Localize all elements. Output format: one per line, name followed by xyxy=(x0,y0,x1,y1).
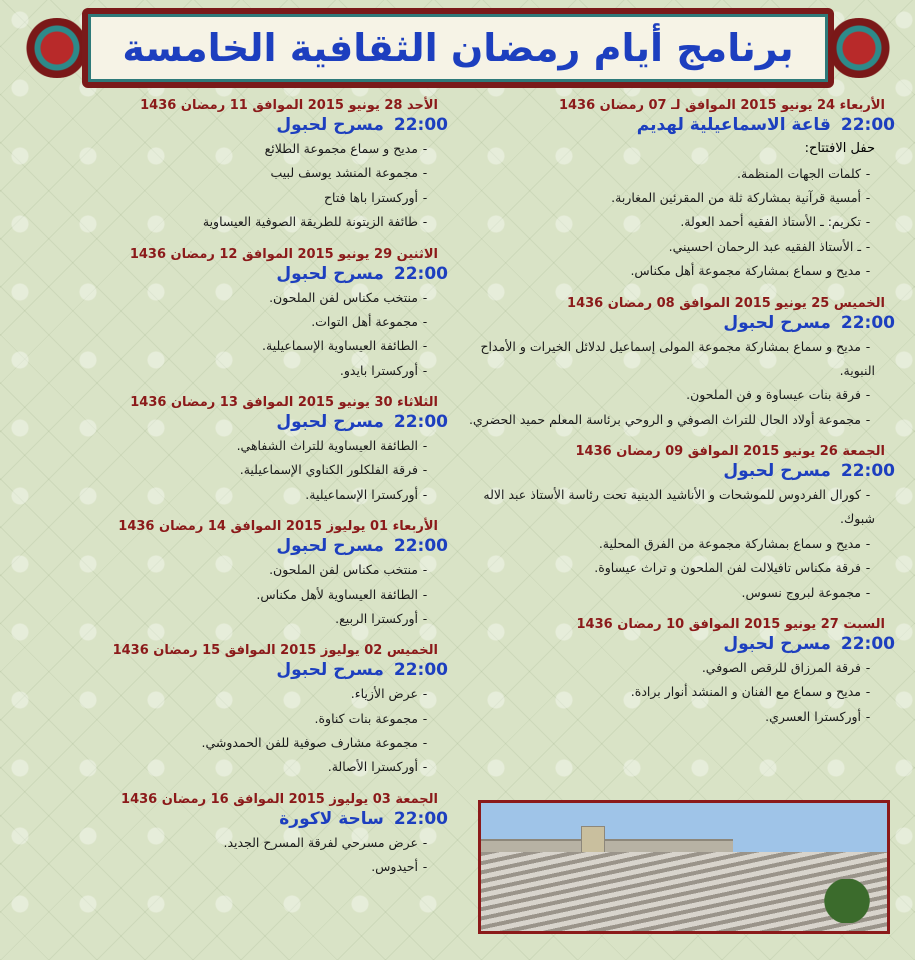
day-heading: الجمعة 03 يوليوز 2015 الموافق 16 رمضان 1436 xyxy=(121,791,438,807)
venue-name: مسرح لحبول xyxy=(276,660,384,681)
title-banner xyxy=(22,8,894,88)
bullet-icon: - xyxy=(422,610,428,626)
venue-name: مسرح لحبول xyxy=(723,312,831,333)
venue-line xyxy=(68,809,448,829)
program-item xyxy=(465,556,895,580)
program-item xyxy=(68,755,448,779)
bullet-icon: - xyxy=(422,462,428,478)
event-time: 22:00 xyxy=(840,312,895,333)
program-item xyxy=(465,680,895,704)
program-item xyxy=(68,483,448,507)
program-item-text: فرقة بنات عيساوة و فن الملحون. xyxy=(686,387,861,403)
photo-tree xyxy=(817,879,877,923)
bullet-icon: - xyxy=(422,834,428,850)
program-item xyxy=(465,705,895,729)
event-time: 22:00 xyxy=(393,412,448,432)
program-item-text: مديح و سماع مجموعة الطلائع xyxy=(264,141,418,156)
program-item-text: مديح و سماع بمشاركة مجموعة المولى إسماعيل لدلائل الخيرات و الأمداح النبوية. xyxy=(480,338,875,378)
program-item-text: أوركسترا بايدو. xyxy=(339,362,418,378)
program-item xyxy=(68,434,448,458)
venue-line xyxy=(465,115,895,135)
program-item xyxy=(465,483,895,532)
program-item xyxy=(68,682,448,706)
bullet-icon: - xyxy=(865,238,871,254)
program-item-text: تكريم: ـ الأستاذ الفقيه أحمد العولة. xyxy=(680,214,861,230)
program-item-text: مديح و سماع بمشاركة مجموعة من الفرق المحلية. xyxy=(598,535,861,551)
program-item xyxy=(68,334,448,358)
program-item xyxy=(465,235,895,259)
bullet-icon: - xyxy=(865,338,871,354)
program-item-text: مجموعة لبروج نسوس. xyxy=(741,584,861,600)
day-heading: الخميس 25 يونيو 2015 الموافق 08 رمضان 1436 xyxy=(567,295,885,311)
bullet-icon: - xyxy=(865,487,871,503)
bullet-icon: - xyxy=(422,735,428,750)
program-item-text: مديح و سماع مع الفنان و المنشد أنوار برادة. xyxy=(630,684,861,700)
program-item-text: طائفة الزيتونة للطريقة الصوفية العيساوية xyxy=(202,214,418,230)
program-item xyxy=(68,831,448,855)
ornament-right xyxy=(824,18,894,78)
program-item xyxy=(68,161,448,185)
bullet-icon: - xyxy=(422,686,428,702)
venue-line xyxy=(68,536,448,556)
venue-line xyxy=(68,115,448,135)
bullet-icon: - xyxy=(422,438,428,453)
program-item xyxy=(68,558,448,582)
day-block xyxy=(465,444,895,605)
program-item xyxy=(68,607,448,631)
program-item-text: ـ الأستاذ الفقيه عبد الرحمان احسيني. xyxy=(668,238,861,254)
day-heading: الأحد 28 يونيو 2015 الموافق 11 رمضان 1436 xyxy=(140,98,438,113)
program-item-text: مجموعة المنشد يوسف لبيب xyxy=(270,165,418,181)
program-item xyxy=(465,162,895,186)
bullet-icon: - xyxy=(422,289,428,305)
bullet-icon: - xyxy=(865,708,871,724)
day-heading: الثلاثاء 30 يونيو 2015 الموافق 13 رمضان 1436 xyxy=(130,395,438,410)
venue-name: مسرح لحبول xyxy=(276,412,384,432)
bullet-icon: - xyxy=(422,710,428,726)
program-item-text: أوركسترا الأصالة. xyxy=(327,759,418,775)
program-item-text: مجموعة أهل التوات. xyxy=(311,313,418,329)
bullet-icon: - xyxy=(865,560,871,576)
program-item-text: كورال الفردوس للموشحات و الأناشيد الدينية تحت رئاسة الأستاذ عبد الاله شبوك. xyxy=(483,487,875,527)
venue-line xyxy=(68,660,448,680)
program-item-text: أوركسترا العسري. xyxy=(765,708,861,724)
day-block xyxy=(68,395,448,507)
program-item xyxy=(68,731,448,755)
day-block xyxy=(465,296,895,433)
bullet-icon: - xyxy=(865,165,871,181)
program-item-text: فرقة الفلكلور الكناوي الإسماعيلية. xyxy=(239,462,418,478)
venue-line xyxy=(465,634,895,654)
day-intro: حفل الافتتاح: xyxy=(804,141,875,156)
program-item-text: أمسية قرآنية بمشاركة ثلة من المقرئين المغاربة. xyxy=(611,190,861,206)
bullet-icon: - xyxy=(422,214,428,230)
venue-line xyxy=(465,313,895,333)
program-item-text: أوركسترا الربيع. xyxy=(335,610,418,626)
day-heading: الاثنين 29 يونيو 2015 الموافق 12 رمضان 1436 xyxy=(129,246,438,262)
bullet-icon: - xyxy=(422,141,428,156)
bullet-icon: - xyxy=(865,584,871,600)
program-item-text: كلمات الجهات المنظمة. xyxy=(737,165,861,181)
program-item xyxy=(68,359,448,383)
program-item-text: فرقة مكناس تافيلالت لفن الملحون و تراث عيساوة. xyxy=(594,560,861,576)
program-item-text: منتخب مكناس لفن الملحون. xyxy=(269,562,418,578)
program-item-text: مجموعة مشارف صوفية للفن الحمدوشي. xyxy=(201,735,418,750)
bullet-icon: - xyxy=(865,214,871,230)
program-item xyxy=(465,656,895,680)
program-item xyxy=(465,210,895,234)
venue-name: مسرح لحبول xyxy=(723,461,831,482)
event-time: 22:00 xyxy=(840,461,895,482)
program-item xyxy=(465,581,895,605)
bullet-icon: - xyxy=(422,486,428,502)
day-block xyxy=(465,98,895,284)
bullet-icon: - xyxy=(865,535,871,551)
program-item-text: منتخب مكناس لفن الملحون. xyxy=(269,289,418,305)
page-title: برنامج أيام رمضان الثقافية الخامسة xyxy=(122,26,794,70)
schedule-column-left xyxy=(68,98,448,892)
event-time: 22:00 xyxy=(840,633,895,654)
program-item xyxy=(68,458,448,482)
day-heading: السبت 27 يونيو 2015 الموافق 10 رمضان 1436 xyxy=(576,616,885,632)
bullet-icon: - xyxy=(422,859,428,875)
bullet-icon: - xyxy=(865,411,871,427)
venue-name: مسرح لحبول xyxy=(276,536,384,557)
bullet-icon: - xyxy=(865,263,871,279)
day-block xyxy=(68,792,448,880)
theater-photo xyxy=(478,800,890,934)
day-block xyxy=(465,617,895,729)
schedule-column-right xyxy=(465,98,895,741)
program-item xyxy=(68,210,448,234)
program-item-text: فرقة المرزاق للرقص الصوفي. xyxy=(701,659,861,675)
day-block xyxy=(68,519,448,631)
event-time: 22:00 xyxy=(393,660,448,681)
event-time: 22:00 xyxy=(840,115,895,135)
event-time: 22:00 xyxy=(393,536,448,557)
bullet-icon: - xyxy=(422,313,428,329)
day-heading: الجمعة 26 يونيو 2015 الموافق 09 رمضان 1436 xyxy=(575,444,885,460)
bullet-icon: - xyxy=(422,338,428,354)
program-item xyxy=(68,707,448,731)
program-item xyxy=(68,583,448,607)
event-time: 22:00 xyxy=(393,263,448,284)
program-item-text: مديح و سماع بمشاركة مجموعة أهل مكناس. xyxy=(630,263,861,279)
program-item-text: مجموعة أولاد الحال للتراث الصوفي و الروحي برئاسة المعلم حميد الحضري. xyxy=(469,411,861,427)
bullet-icon: - xyxy=(865,659,871,675)
day-block xyxy=(68,247,448,384)
event-time: 22:00 xyxy=(393,808,448,829)
program-item xyxy=(68,137,448,161)
venue-line xyxy=(68,264,448,284)
bullet-icon: - xyxy=(422,759,428,775)
program-item xyxy=(68,186,448,210)
bullet-icon: - xyxy=(422,189,428,205)
bullet-icon: - xyxy=(422,586,428,602)
venue-line xyxy=(465,461,895,481)
venue-name: مسرح لحبول xyxy=(723,633,831,654)
bullet-icon: - xyxy=(422,562,428,578)
bullet-icon: - xyxy=(422,165,428,181)
program-item xyxy=(465,335,895,384)
program-item xyxy=(465,259,895,283)
day-block xyxy=(68,643,448,780)
venue-name: قاعة الاسماعيلية لهديم xyxy=(636,115,831,135)
event-time: 22:00 xyxy=(393,115,448,135)
bullet-icon: - xyxy=(865,684,871,700)
program-item xyxy=(68,855,448,879)
bullet-icon: - xyxy=(865,387,871,403)
program-item xyxy=(465,186,895,210)
program-item xyxy=(68,286,448,310)
program-item-text: أوركسترا الإسماعيلية. xyxy=(305,486,418,502)
program-item xyxy=(465,532,895,556)
program-item-text: الطائفة العيساوية لأهل مكناس. xyxy=(256,586,418,602)
program-item xyxy=(68,310,448,334)
venue-name: مسرح لحبول xyxy=(276,115,384,135)
program-item-text: أوركسترا باها فتاح xyxy=(323,189,418,205)
day-heading: الأربعاء 24 يونيو 2015 الموافق لـ 07 رمضان 1436 xyxy=(558,98,885,113)
program-item-text: الطائفة العيساوية للتراث الشفاهي. xyxy=(236,438,418,453)
program-item-text: عرض الأزياء. xyxy=(350,686,418,702)
program-item xyxy=(465,408,895,432)
day-heading: الأربعاء 01 يوليوز 2015 الموافق 14 رمضان 1436 xyxy=(118,519,438,535)
venue-name: مسرح لحبول xyxy=(276,263,384,284)
program-item-text: عرض مسرحي لفرقة المسرح الجديد. xyxy=(223,834,418,850)
program-item-text: الطائفة العيساوية الإسماعيلية. xyxy=(262,338,418,354)
day-heading: الخميس 02 يوليوز 2015 الموافق 15 رمضان 1436 xyxy=(112,643,438,659)
program-item xyxy=(465,383,895,407)
bullet-icon: - xyxy=(865,190,871,206)
venue-name: ساحة لاكورة xyxy=(279,808,384,829)
day-block xyxy=(68,98,448,235)
venue-line xyxy=(68,412,448,432)
bullet-icon: - xyxy=(422,362,428,378)
program-item-text: مجموعة بنات كناوة. xyxy=(314,710,418,726)
program-item-text: أحيدوس. xyxy=(371,859,418,875)
